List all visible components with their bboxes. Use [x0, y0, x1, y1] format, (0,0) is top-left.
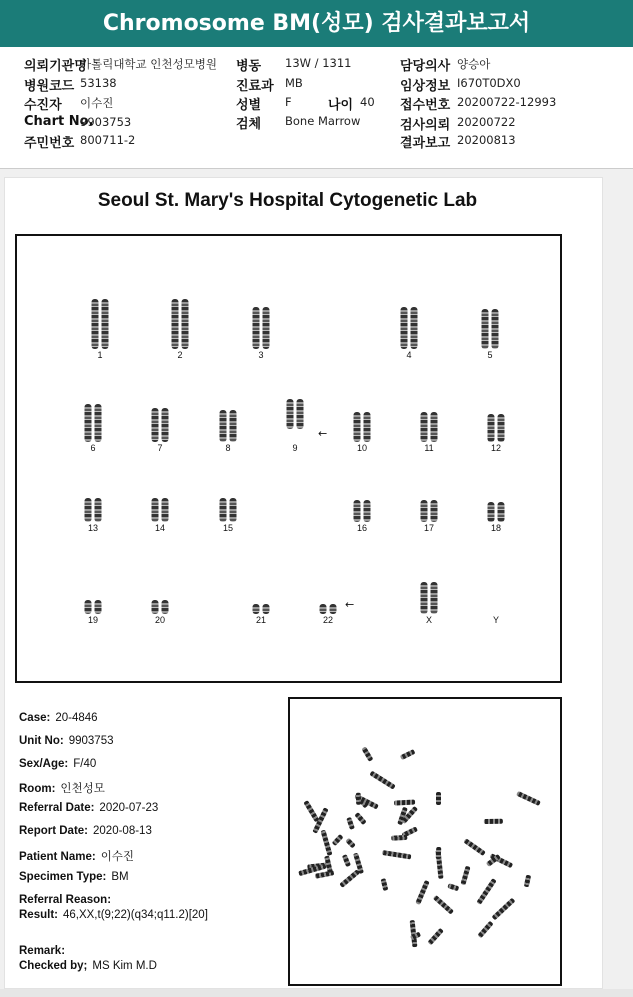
- chromosome-pair-9: [287, 399, 304, 429]
- info-label: 나이: [328, 98, 354, 113]
- info-label: 주민번호: [24, 136, 75, 151]
- chromosome-label: 14: [154, 523, 166, 533]
- info-label: 의뢰기관명: [24, 59, 87, 74]
- field-value: 인천성모: [60, 783, 105, 795]
- chromosome-label: 3: [258, 350, 264, 360]
- info-value: 40: [360, 95, 375, 109]
- chromosome: [361, 746, 373, 761]
- chromosome: [516, 791, 541, 806]
- field-label: Unit No:: [19, 735, 64, 747]
- field-label: Sex/Age:: [19, 758, 69, 770]
- field-value: BM: [111, 871, 129, 883]
- report-field: [19, 894, 116, 906]
- chromosome: [304, 800, 320, 822]
- chromosome-pair-8: [220, 410, 237, 442]
- chromosome: [460, 866, 470, 886]
- chromosome: [220, 498, 227, 522]
- chromosome-pair-13: [85, 498, 102, 522]
- info-label: 검사의뢰: [400, 118, 451, 133]
- chromosome-pair-3: [253, 307, 270, 349]
- field-value: 9903753: [68, 735, 114, 747]
- info-label: 병원코드: [24, 79, 75, 94]
- page-bottom: [0, 989, 633, 997]
- chromosome-pair-19: [85, 600, 102, 614]
- chromosome: [356, 793, 361, 805]
- chromosome: [364, 500, 371, 522]
- info-value: 20200813: [457, 133, 516, 147]
- info-value: 9903753: [80, 115, 132, 129]
- info-value: 양승아: [457, 57, 491, 71]
- field-value: 이수진: [100, 851, 135, 863]
- chromosome-label: 6: [90, 443, 96, 453]
- chromosome: [400, 749, 416, 760]
- chromosome-label: Y: [492, 615, 500, 625]
- chromosome: [524, 874, 531, 886]
- chromosome: [230, 498, 237, 522]
- chromosome: [369, 771, 396, 790]
- report-field: [19, 871, 129, 883]
- field-label: Checked by;: [19, 960, 88, 972]
- info-label: 접수번호: [400, 98, 451, 113]
- chromosome: [498, 502, 505, 522]
- chromosome: [152, 408, 159, 442]
- chromosome-pair-21: [253, 604, 270, 614]
- chromosome: [263, 307, 270, 349]
- chromosome: [95, 600, 102, 614]
- chromosome: [162, 600, 169, 614]
- info-label: 담당의사: [400, 59, 451, 74]
- report-field: [19, 945, 70, 957]
- chromosome: [401, 307, 408, 349]
- chromosome: [85, 498, 92, 522]
- field-label: Case:: [19, 712, 51, 724]
- info-value: I670T0DX0: [457, 76, 521, 90]
- chromosome-pair-20: [152, 600, 169, 614]
- chromosome-pair-1: [92, 299, 109, 349]
- chromosome-label: 11: [424, 443, 434, 453]
- report-field: [19, 712, 98, 724]
- report-field: [19, 848, 134, 864]
- chromosome: [95, 404, 102, 442]
- info-value: 13W / 1311: [285, 56, 352, 70]
- field-value: 46,XX,t(9;22)(q34;q11.2)[20]: [62, 909, 208, 921]
- info-label: 임상정보: [400, 79, 451, 94]
- chromosome: [427, 928, 444, 946]
- chromosome: [436, 792, 441, 805]
- chromosome-pair-16: [354, 500, 371, 522]
- patient-info-panel: [0, 47, 633, 169]
- chromosome: [297, 399, 304, 429]
- info-label: Chart No.: [24, 114, 94, 129]
- field-value: 20-4846: [55, 712, 98, 724]
- metaphase-image: [288, 697, 562, 986]
- chromosome-label: 10: [356, 443, 368, 453]
- chromosome: [345, 838, 356, 849]
- chromosome: [162, 408, 169, 442]
- field-value: MS Kim M.D: [92, 960, 157, 972]
- chromosome: [411, 307, 418, 349]
- chromosome: [182, 299, 189, 349]
- chromosome-label: 17: [423, 523, 435, 533]
- field-label: Patient Name:: [19, 851, 96, 863]
- chromosome: [92, 299, 99, 349]
- report-field: [19, 960, 157, 972]
- chromosome: [320, 830, 332, 856]
- chromosome: [421, 582, 428, 614]
- chromosome-label: 4: [406, 350, 412, 360]
- lab-title: Seoul St. Mary's Hospital Cytogenetic Lab: [97, 190, 478, 211]
- chromosome: [85, 600, 92, 614]
- report-field: [19, 780, 105, 796]
- chromosome: [434, 895, 455, 915]
- chromosome: [320, 604, 327, 614]
- report-field: [19, 735, 114, 747]
- chromosome: [253, 604, 260, 614]
- field-value: F/40: [73, 758, 97, 770]
- chromosome-pair-14: [152, 498, 169, 522]
- report-field: [19, 802, 158, 814]
- field-label: Report Date:: [19, 825, 89, 837]
- chromosome-label: 5: [487, 350, 493, 360]
- chromosome: [172, 299, 179, 349]
- info-value: 20200722: [457, 115, 516, 129]
- chromosome: [415, 880, 429, 905]
- field-value: 2020-08-13: [93, 825, 152, 837]
- chromosome: [287, 399, 294, 429]
- chromosome-label: 13: [87, 523, 99, 533]
- chromosome-label: 16: [356, 523, 368, 533]
- chromosome-pair-5: [482, 309, 499, 349]
- chromosome: [463, 838, 486, 856]
- chromosome: [492, 309, 499, 349]
- chromosome-label: 1: [97, 350, 103, 360]
- chromosome: [220, 410, 227, 442]
- info-label: 검체: [236, 117, 262, 132]
- chromosome: [253, 307, 260, 349]
- chromosome-label: 15: [222, 523, 234, 533]
- info-value: Bone Marrow: [285, 114, 361, 128]
- chromosome: [492, 897, 516, 920]
- chromosome: [431, 500, 438, 522]
- field-label: Referral Reason:: [19, 894, 112, 906]
- chromosome-pair-17: [421, 500, 438, 522]
- chromosome: [263, 604, 270, 614]
- chromosome-label: 7: [157, 443, 163, 453]
- chromosome: [431, 412, 438, 442]
- karyotype-image: [15, 234, 562, 683]
- chromosome: [488, 414, 495, 442]
- arrow-icon: ←: [345, 598, 355, 611]
- chromosome: [476, 878, 496, 905]
- field-label: Remark:: [19, 945, 66, 957]
- chromosome: [364, 412, 371, 442]
- info-label: 결과보고: [400, 136, 451, 151]
- chromosome: [331, 834, 343, 846]
- chromosome: [421, 500, 428, 522]
- chromosome-pair-2: [172, 299, 189, 349]
- chromosome-label: 18: [490, 523, 502, 533]
- chromosome: [394, 800, 415, 806]
- chromosome-pair-18: [488, 502, 505, 522]
- chromosome: [484, 819, 503, 824]
- field-label: Referral Date:: [19, 802, 95, 814]
- chromosome: [95, 498, 102, 522]
- field-value: 2020-07-23: [99, 802, 159, 814]
- info-value: 20200722-12993: [457, 95, 557, 109]
- chromosome: [421, 412, 428, 442]
- chromosome: [381, 878, 389, 890]
- chromosome: [488, 502, 495, 522]
- chromosome-label: 8: [225, 443, 231, 453]
- report-title: Chromosome BM(성모) 검사결과보고서: [0, 0, 633, 47]
- report-field: [19, 909, 208, 921]
- chromosome-label: 9: [292, 443, 298, 453]
- chromosome: [354, 412, 361, 442]
- chromosome: [162, 498, 169, 522]
- chromosome: [482, 309, 489, 349]
- chromosome: [342, 854, 351, 867]
- field-label: Specimen Type:: [19, 871, 107, 883]
- chromosome-pair-X: [421, 582, 438, 614]
- info-label: 진료과: [236, 79, 274, 94]
- chromosome: [230, 410, 237, 442]
- chromosome-pair-4: [401, 307, 418, 349]
- chromosome-pair-11: [421, 412, 438, 442]
- info-label: 수진자: [24, 98, 62, 113]
- field-label: Result:: [19, 909, 58, 921]
- chromosome-label: 19: [87, 615, 99, 625]
- chromosome-label: 22: [322, 615, 334, 625]
- chromosome-pair-15: [220, 498, 237, 522]
- chromosome-pair-6: [85, 404, 102, 442]
- chromosome: [85, 404, 92, 442]
- chromosome: [102, 299, 109, 349]
- chromosome-label: 2: [177, 350, 183, 360]
- arrow-icon: ←: [318, 427, 328, 440]
- chromosome: [382, 849, 412, 859]
- info-value: 53138: [80, 76, 117, 90]
- report-field: [19, 758, 96, 770]
- chromosome: [477, 921, 493, 939]
- info-value: 가톨릭대학교 인천성모병원: [80, 57, 217, 71]
- chromosome: [355, 811, 367, 824]
- chromosome: [152, 498, 159, 522]
- report-field: [19, 825, 152, 837]
- info-label: 병동: [236, 59, 262, 74]
- chromosome: [330, 604, 337, 614]
- info-value: MB: [285, 76, 303, 90]
- info-value: F: [285, 95, 292, 109]
- chromosome: [498, 414, 505, 442]
- chromosome-label: 20: [154, 615, 166, 625]
- info-value: 이수진: [80, 96, 114, 110]
- info-label: 성별: [236, 98, 262, 113]
- chromosome-pair-12: [488, 414, 505, 442]
- info-value: 800711-2: [80, 133, 136, 147]
- chromosome-label: 21: [255, 615, 267, 625]
- chromosome-label: X: [425, 615, 433, 625]
- chromosome-pair-7: [152, 408, 169, 442]
- chromosome: [431, 582, 438, 614]
- chromosome: [346, 817, 355, 830]
- chromosome: [338, 869, 359, 888]
- chromosome-pair-22: [320, 604, 337, 614]
- chromosome: [354, 500, 361, 522]
- chromosome-pair-10: [354, 412, 371, 442]
- field-label: Room:: [19, 783, 56, 795]
- chromosome: [152, 600, 159, 614]
- chromosome-label: 12: [490, 443, 502, 453]
- chromosome: [448, 883, 460, 891]
- chromosome: [392, 835, 408, 841]
